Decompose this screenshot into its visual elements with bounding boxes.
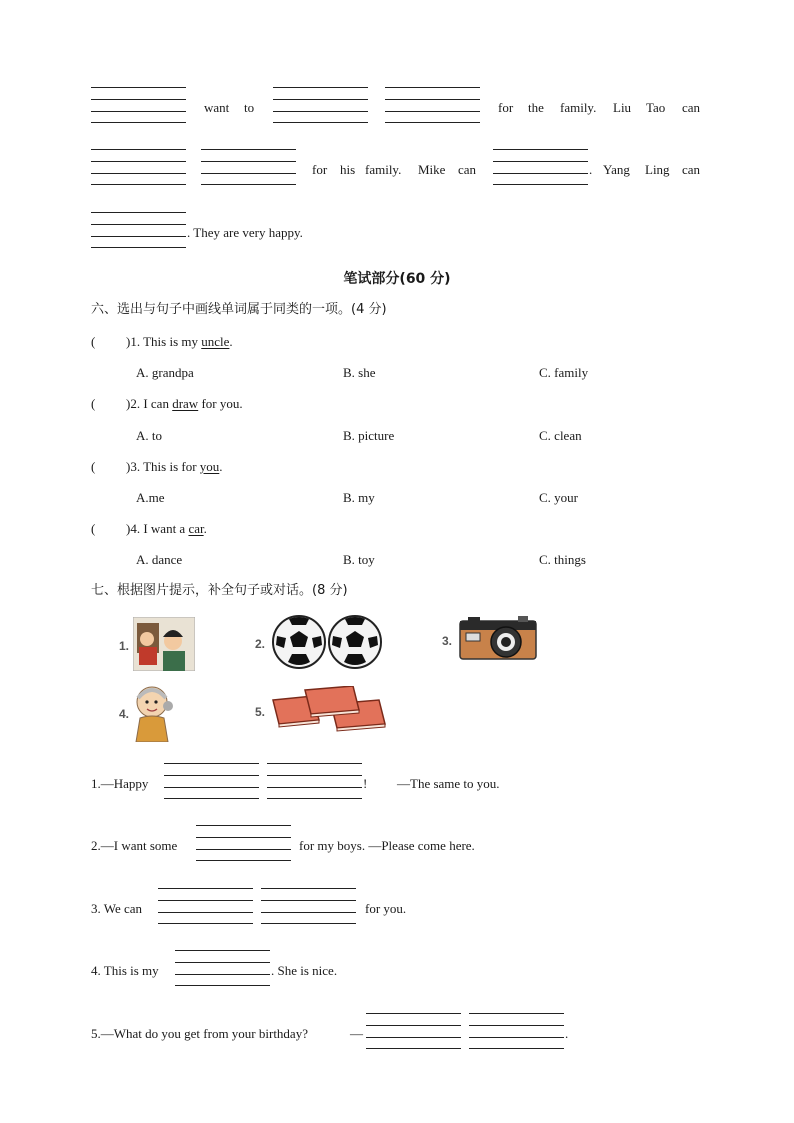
blank-line[interactable] (164, 763, 259, 799)
q4-prefix: 4. This is my (91, 963, 159, 978)
option-b[interactable]: B. my (343, 490, 375, 505)
answer-paren[interactable]: ( (91, 521, 96, 536)
blank-line[interactable] (91, 149, 186, 185)
q3-prefix: 3. We can (91, 901, 143, 916)
grandma-icon (134, 684, 174, 742)
word: can (682, 100, 701, 115)
q5-prefix: 5.—What do you get from your birthday? (91, 1026, 308, 1041)
word: . (589, 162, 593, 177)
word: can (682, 162, 701, 177)
q3-suffix: for you. (365, 901, 407, 916)
football-icon (271, 614, 383, 670)
blank-line[interactable] (158, 888, 253, 924)
option-c[interactable]: C. things (539, 552, 586, 567)
option-b[interactable]: B. she (343, 365, 376, 380)
option-a[interactable]: A. dance (136, 552, 183, 567)
blank-line[interactable] (196, 825, 291, 861)
q2-suffix: for my boys. —Please come here. (299, 838, 475, 853)
q1-prefix: 1.—Happy (91, 776, 149, 791)
q4-suffix: . She is nice. (271, 963, 338, 978)
blank-line[interactable] (175, 950, 270, 986)
option-c[interactable]: C. your (539, 490, 578, 505)
word: want (204, 100, 230, 115)
section6-title: 六、选出与句子中画线单词属于同类的一项。(4 分) (91, 302, 387, 317)
blank-line[interactable] (366, 1013, 461, 1049)
word: Mike (418, 162, 446, 177)
option-a[interactable]: A. grandpa (136, 365, 194, 380)
option-b[interactable]: B. picture (343, 428, 395, 443)
word: family. (365, 162, 402, 177)
option-b[interactable]: B. toy (343, 552, 375, 567)
word: Liu (613, 100, 632, 115)
answer-paren[interactable]: ( (91, 396, 96, 411)
blank-line[interactable] (273, 87, 368, 123)
option-a[interactable]: A. to (136, 428, 162, 443)
answer-paren[interactable]: ( (91, 334, 96, 349)
picture-number: 5. (255, 705, 266, 719)
books-icon (271, 686, 389, 734)
camera-icon (458, 615, 538, 661)
word: the (528, 100, 544, 115)
word: Ling (645, 162, 670, 177)
word: Tao (646, 100, 666, 115)
q2-prefix: 2.—I want some (91, 838, 178, 853)
word: family. (560, 100, 597, 115)
q5-dash: — (350, 1026, 363, 1041)
picture-number: 2. (255, 637, 266, 651)
blank-line[interactable] (493, 149, 588, 185)
question-text: )3. This is for you. (126, 459, 223, 474)
picture-number: 4. (119, 707, 130, 721)
blank-line[interactable] (91, 87, 186, 123)
section-heading: 笔试部分(60 分) (343, 271, 451, 287)
blank-line[interactable] (91, 212, 186, 248)
blank-line[interactable] (261, 888, 356, 924)
option-c[interactable]: C. family (539, 365, 589, 380)
picture-number: 1. (119, 639, 130, 653)
underlined-word: car (188, 521, 204, 536)
option-a[interactable]: A.me (136, 490, 165, 505)
word: Yang (603, 162, 630, 177)
blank-line[interactable] (267, 763, 362, 799)
family-photo-icon (133, 617, 195, 671)
answer-paren[interactable]: ( (91, 459, 96, 474)
word: for (498, 100, 514, 115)
option-c[interactable]: C. clean (539, 428, 582, 443)
q1-reply: —The same to you. (397, 776, 500, 791)
word: his (340, 162, 356, 177)
question-text: )1. This is my uncle. (126, 334, 233, 349)
sentence-ending: . They are very happy. (187, 225, 303, 240)
q1-exclaim: ! (363, 776, 368, 791)
blank-line[interactable] (385, 87, 480, 123)
word: for (312, 162, 328, 177)
word: can (458, 162, 477, 177)
underlined-word: draw (172, 396, 199, 411)
blank-line[interactable] (469, 1013, 564, 1049)
picture-number: 3. (442, 634, 453, 648)
q5-period: . (565, 1026, 569, 1041)
question-text: )4. I want a car. (126, 521, 207, 536)
blank-line[interactable] (201, 149, 296, 185)
section7-title: 七、根据图片提示，补全句子或对话。(8 分) (91, 583, 348, 598)
underlined-word: uncle (201, 334, 230, 349)
underlined-word: you (199, 459, 220, 474)
question-text: )2. I can draw for you. (126, 396, 243, 411)
word: to (244, 100, 255, 115)
